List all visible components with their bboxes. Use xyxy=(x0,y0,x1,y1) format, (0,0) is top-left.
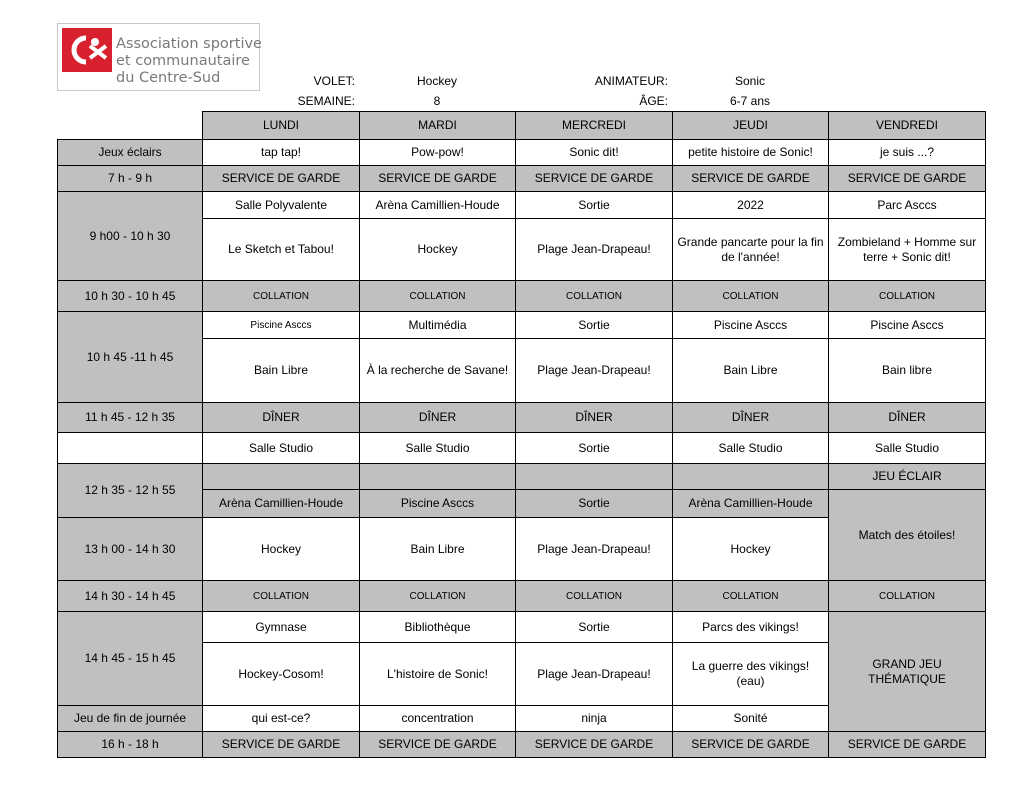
row-label-empty xyxy=(58,433,203,464)
schedule-cell: SERVICE DE GARDE xyxy=(360,732,516,758)
block2-place-row xyxy=(58,312,986,339)
header-corner xyxy=(58,112,203,140)
schedule-cell: SERVICE DE GARDE xyxy=(673,166,829,192)
day-header: JEUDI xyxy=(673,112,829,140)
place-cell: Salle Studio xyxy=(203,433,360,464)
place-cell: Parc Asccs xyxy=(829,192,986,219)
match-cell: Match des étoiles! xyxy=(829,490,986,581)
animateur-value: Sonic xyxy=(734,74,766,88)
schedule-cell: SERVICE DE GARDE xyxy=(203,166,360,192)
diner-row xyxy=(58,403,986,433)
collation-cell: COLLATION xyxy=(203,281,360,312)
block1-place-row xyxy=(58,192,986,219)
garde-am-row xyxy=(58,166,986,192)
empty-cell xyxy=(203,464,360,490)
row-label: 10 h 30 - 10 h 45 xyxy=(58,281,203,312)
place-cell: Piscine Asccs xyxy=(203,312,360,339)
day-header: VENDREDI xyxy=(829,112,986,140)
block3-top-row xyxy=(58,464,986,490)
row-label: 9 h00 - 10 h 30 xyxy=(58,192,203,281)
jeux-eclairs-row xyxy=(58,140,986,166)
block4-place-row xyxy=(58,612,986,643)
volet-label: VOLET: xyxy=(313,74,355,88)
collation2-row xyxy=(58,581,986,612)
place-cell: Sortie xyxy=(516,192,673,219)
diner-cell: DÎNER xyxy=(360,403,516,433)
activity-cell: La guerre des vikings! (eau) xyxy=(673,643,829,706)
place-cell: 2022 xyxy=(673,192,829,219)
schedule-cell: Sonité xyxy=(673,706,829,732)
place-cell: Piscine Asccs xyxy=(673,312,829,339)
collation-cell: COLLATION xyxy=(203,581,360,612)
schedule-cell: ninja xyxy=(516,706,673,732)
activity-cell: Hockey xyxy=(360,219,516,281)
activity-cell: Plage Jean-Drapeau! xyxy=(516,219,673,281)
age-value: 6-7 ans xyxy=(729,94,771,108)
collation-cell: COLLATION xyxy=(829,581,986,612)
schedule-cell: je suis ...? xyxy=(829,140,986,166)
garde-pm-row xyxy=(58,732,986,758)
place-cell: Salle Polyvalente xyxy=(203,192,360,219)
row-label: Jeux éclairs xyxy=(58,140,203,166)
place-cell: Arèna Camillien-Houde xyxy=(203,490,360,518)
activity-cell: Plage Jean-Drapeau! xyxy=(516,518,673,581)
empty-cell xyxy=(673,464,829,490)
activity-cell: Grande pancarte pour la fin de l'année! xyxy=(673,219,829,281)
schedule-cell: SERVICE DE GARDE xyxy=(516,166,673,192)
collation-cell: COLLATION xyxy=(673,281,829,312)
place-cell: Salle Studio xyxy=(673,433,829,464)
jeu-eclair-cell: JEU ÉCLAIR xyxy=(829,464,986,490)
schedule-cell: SERVICE DE GARDE xyxy=(516,732,673,758)
row-label: 16 h - 18 h xyxy=(58,732,203,758)
row-label: 14 h 45 - 15 h 45 xyxy=(58,612,203,706)
row-label: 14 h 30 - 14 h 45 xyxy=(58,581,203,612)
empty-cell xyxy=(516,464,673,490)
place-cell: Arèna Camillien-Houde xyxy=(360,192,516,219)
place-cell: Sortie xyxy=(516,312,673,339)
schedule-cell: petite histoire de Sonic! xyxy=(673,140,829,166)
activity-cell: Le Sketch et Tabou! xyxy=(203,219,360,281)
diner-cell: DÎNER xyxy=(673,403,829,433)
weekly-schedule-table xyxy=(57,111,986,758)
diner-cell: DÎNER xyxy=(203,403,360,433)
row-label: 13 h 00 - 14 h 30 xyxy=(58,518,203,581)
diner-cell: DÎNER xyxy=(516,403,673,433)
day-header: MERCREDI xyxy=(516,112,673,140)
age-label: ÂGE: xyxy=(639,94,668,108)
activity-cell: Bain Libre xyxy=(360,518,516,581)
activity-cell: Bain Libre xyxy=(203,339,360,403)
logo-text: Association sportive et communautaire du Centre-Sud xyxy=(116,36,262,86)
activity-cell: L'histoire de Sonic! xyxy=(360,643,516,706)
place-cell: Arèna Camillien-Houde xyxy=(673,490,829,518)
day-header: MARDI xyxy=(360,112,516,140)
diner-cell: DÎNER xyxy=(829,403,986,433)
schedule-cell: SERVICE DE GARDE xyxy=(203,732,360,758)
activity-cell: Hockey-Cosom! xyxy=(203,643,360,706)
grand-jeu-cell: GRAND JEU THÉMATIQUE xyxy=(829,612,986,732)
place-cell: Piscine Asccs xyxy=(829,312,986,339)
collation-cell: COLLATION xyxy=(360,581,516,612)
collation-cell: COLLATION xyxy=(829,281,986,312)
collation1-row xyxy=(58,281,986,312)
day-header-row xyxy=(58,112,986,140)
place-cell: Multimédia xyxy=(360,312,516,339)
activity-cell: Bain Libre xyxy=(673,339,829,403)
activity-cell: Bain libre xyxy=(829,339,986,403)
activity-cell: Hockey xyxy=(203,518,360,581)
organization-logo xyxy=(57,23,260,91)
day-header: LUNDI xyxy=(203,112,360,140)
row-label: Jeu de fin de journée xyxy=(58,706,203,732)
place-cell: Salle Studio xyxy=(829,433,986,464)
activity-cell: Plage Jean-Drapeau! xyxy=(516,643,673,706)
activity-cell: Zombieland + Homme sur terre + Sonic dit! xyxy=(829,219,986,281)
place-cell: Gymnase xyxy=(203,612,360,643)
place-cell: Piscine Asccs xyxy=(360,490,516,518)
schedule-cell: SERVICE DE GARDE xyxy=(673,732,829,758)
schedule-cell: SERVICE DE GARDE xyxy=(829,732,986,758)
row-label: 11 h 45 - 12 h 35 xyxy=(58,403,203,433)
place-cell: Sortie xyxy=(516,433,673,464)
schedule-cell: tap tap! xyxy=(203,140,360,166)
schedule-cell: SERVICE DE GARDE xyxy=(829,166,986,192)
volet-value: Hockey xyxy=(416,74,457,88)
collation-cell: COLLATION xyxy=(516,281,673,312)
empty-cell xyxy=(360,464,516,490)
place-cell: Sortie xyxy=(516,490,673,518)
row-label: 10 h 45 -11 h 45 xyxy=(58,312,203,403)
collation-cell: COLLATION xyxy=(360,281,516,312)
diner-place-row xyxy=(58,433,986,464)
schedule-cell: concentration xyxy=(360,706,516,732)
schedule-cell: Sonic dit! xyxy=(516,140,673,166)
collation-cell: COLLATION xyxy=(673,581,829,612)
row-label: 12 h 35 - 12 h 55 xyxy=(58,464,203,518)
place-cell: Bibliothèque xyxy=(360,612,516,643)
asccs-logo-icon xyxy=(62,28,112,72)
activity-cell: Plage Jean-Drapeau! xyxy=(516,339,673,403)
row-label: 7 h - 9 h xyxy=(58,166,203,192)
animateur-label: ANIMATEUR: xyxy=(594,74,668,88)
schedule-cell: SERVICE DE GARDE xyxy=(360,166,516,192)
schedule-cell: qui est-ce? xyxy=(203,706,360,732)
activity-cell: À la recherche de Savane! xyxy=(360,339,516,403)
activity-cell: Hockey xyxy=(673,518,829,581)
semaine-value: 8 xyxy=(433,94,441,108)
schedule-cell: Pow-pow! xyxy=(360,140,516,166)
place-cell: Salle Studio xyxy=(360,433,516,464)
semaine-label: SEMAINE: xyxy=(297,94,355,108)
place-cell: Sortie xyxy=(516,612,673,643)
place-cell: Parcs des vikings! xyxy=(673,612,829,643)
collation-cell: COLLATION xyxy=(516,581,673,612)
